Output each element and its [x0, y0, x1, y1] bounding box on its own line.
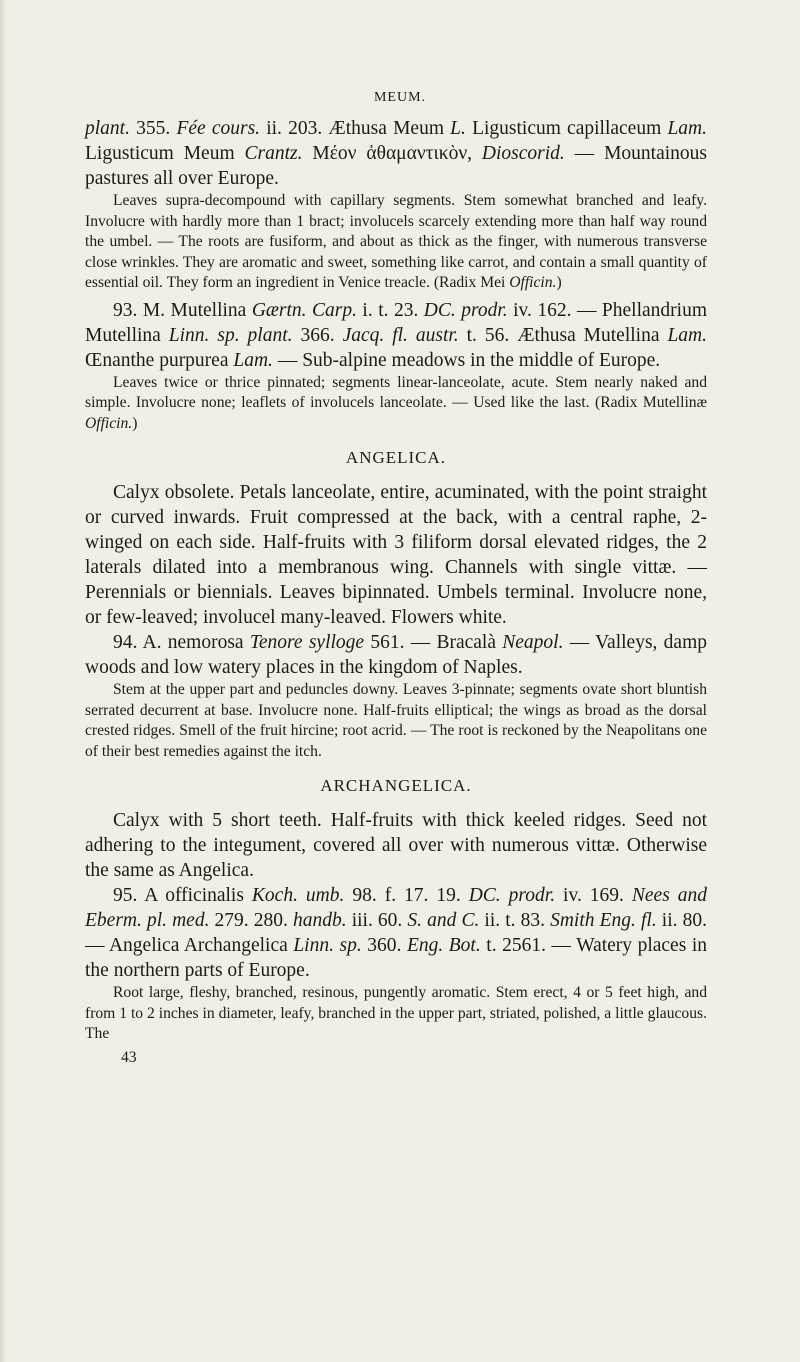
ref-neapol: Neapol.: [502, 632, 564, 653]
ref-nees: Nees and Eberm. pl. med.: [85, 885, 708, 931]
text-span: ii. 203. Æthusa Meum: [260, 118, 451, 139]
ref-dc-prodr: DC. prodr.: [423, 299, 508, 321]
text-span: ii. 80. — Angelica Archangelica: [85, 910, 707, 956]
text-span: Ligusticum Meum: [85, 143, 245, 164]
page-edge-shadow: [0, 0, 6, 1362]
text-span: — Mountainous pastures all over Europe.: [85, 143, 707, 189]
text-span: i. t. 23.: [356, 299, 424, 321]
text-span: t. 2561. — Watery places in the northern parts of Europe.: [85, 935, 708, 981]
running-header: MEUM.: [373, 90, 427, 105]
paragraph-nemorosa-description: Stem at the upper part and peduncles downy. Leaves 3-pinnate; segments ovate short bluntish serrated decurrent at base. Involucre none. Half-fruits elliptical; the wings as broad as the dorsal crested ridges. Smell of the fruit hircine; root acrid. — The root is reckoned by the Neapolitans one of their best remedies against the itch.: [85, 681, 707, 760]
text-span: 98. f. 17. 19.: [344, 885, 469, 906]
text-span: 279. 280.: [209, 910, 293, 931]
ref-koch: Koch. umb.: [251, 885, 345, 906]
paragraph-archangelica-genus: Calyx with 5 short teeth. Half-fruits with thick keeled ridges. Seed not adhering to the integument, covered all over with numerous vittæ. Otherwise the same as Angelica.: [85, 810, 707, 881]
paragraph-mutellina-synonyms: [85, 298, 707, 373]
ref-gaertn: Gærtn. Carp.: [251, 299, 357, 321]
text-span: iv. 162. — Phellandrium Mutellina: [85, 299, 707, 346]
greek-name: Μέον ἀθαμαντικὸν,: [302, 143, 482, 164]
text-span: 360.: [361, 935, 407, 956]
ref-dioscorid: Dioscorid.: [481, 143, 565, 164]
ref-plant: plant.: [85, 118, 130, 139]
text-span: 95. A officinalis: [113, 885, 252, 906]
ref-s-and-c: S. and C.: [407, 910, 480, 931]
text-span: — Valleys, damp woods and low watery places in the kingdom of Naples.: [85, 632, 707, 678]
text-span: Ligusticum capillaceum: [465, 118, 668, 139]
paragraph-officinalis-synonyms: [85, 883, 707, 983]
paragraph-angelica-genus: Calyx obsolete. Petals lanceolate, entire, acuminated, with the point straight or curved inwards. Fruit compressed at the back, with a central raphe, 2-winged on each side. Half-fruits with 3 filiform dorsal elevated ridges, the 2 laterals dilated into a membranous wing. Channels with single vittæ. — Perennials or biennials. Leaves bipinnated. Umbels terminal. Involucre none, or few-leaved; involucel many-leaved. Flowers white.: [85, 482, 707, 628]
paragraph-officinalis-description: Root large, fleshy, branched, resinous, pungently aromatic. Stem erect, 4 or 5 feet high, and from 1 to 2 inches in diameter, leafy, branched in the upper part, striated, polished, a little glaucous. The: [85, 984, 707, 1042]
text-span: 94. A. nemorosa: [113, 632, 250, 653]
ref-smith: Smith Eng. fl.: [550, 910, 657, 931]
ref-dc-prodr: DC. prodr.: [468, 885, 556, 906]
ref-tenore: Tenore sylloge: [249, 632, 365, 653]
text-span: 366.: [292, 324, 343, 346]
ref-officin: Officin.: [85, 414, 133, 432]
text-span: ): [556, 274, 562, 291]
text-span: — Sub-alpine meadows in the middle of Europe.: [272, 349, 661, 371]
text-span: 355.: [129, 118, 177, 139]
text-span: Leaves twice or thrice pinnated; segments linear-lanceolate, acute. Stem nearly naked and simple. Involucre none; leaflets of involucels lanceolate. — Used like the last. (Radix Mutellinæ: [85, 373, 707, 411]
ref-eng-bot: Eng. Bot.: [406, 935, 481, 956]
text-span: Leaves supra-decompound with capillary segments. Stem somewhat branched and leafy. Involucre with hardly more than 1 bract; involucels scarcely extending more than half way round the umbel. — The roots are fusiform, and about as thick as the finger, with numerous transverse close wrinkles. They are aromatic and sweet, something like carrot, and contain a small quantity of essential oil. They form an ingredient in Venice treacle. (Radix Mei: [85, 192, 707, 291]
ref-crantz: Crantz.: [244, 143, 303, 164]
section-heading-angelica: ANGELICA.: [345, 448, 447, 467]
ref-handb: handb.: [292, 910, 347, 931]
page-body: [85, 116, 707, 1067]
paragraph-nemorosa-synonyms: [85, 630, 707, 680]
paragraph-meum-synonyms: [85, 116, 707, 191]
signature-mark: 43: [121, 1048, 137, 1066]
ref-linn-sp: Linn. sp.: [293, 935, 362, 956]
ref-jacq: Jacq. fl. austr.: [342, 324, 459, 346]
text-span: Œnanthe purpurea: [85, 349, 234, 371]
text-span: iii. 60.: [346, 910, 408, 931]
ref-linn: L.: [450, 118, 466, 139]
text-span: iv. 169.: [555, 885, 632, 906]
text-span: ii. t. 83.: [479, 910, 551, 931]
ref-officin: Officin.: [509, 274, 557, 291]
ref-lam: Lam.: [233, 349, 273, 371]
text-span: ): [132, 414, 138, 432]
ref-lam: Lam.: [667, 118, 707, 139]
section-heading-archangelica: ARCHANGELICA.: [320, 776, 472, 795]
ref-linn-sp: Linn. sp. plant.: [168, 324, 293, 346]
text-span: 561. — Bracalà: [364, 632, 503, 653]
text-span: 93. M. Mutellina: [113, 299, 252, 321]
paragraph-meum-description: [85, 191, 707, 294]
paragraph-mutellina-description: [85, 373, 707, 435]
text-span: t. 56. Æthusa Mutellina: [458, 324, 668, 346]
ref-lam: Lam.: [667, 324, 708, 346]
ref-fee: Fée cours.: [176, 118, 261, 139]
